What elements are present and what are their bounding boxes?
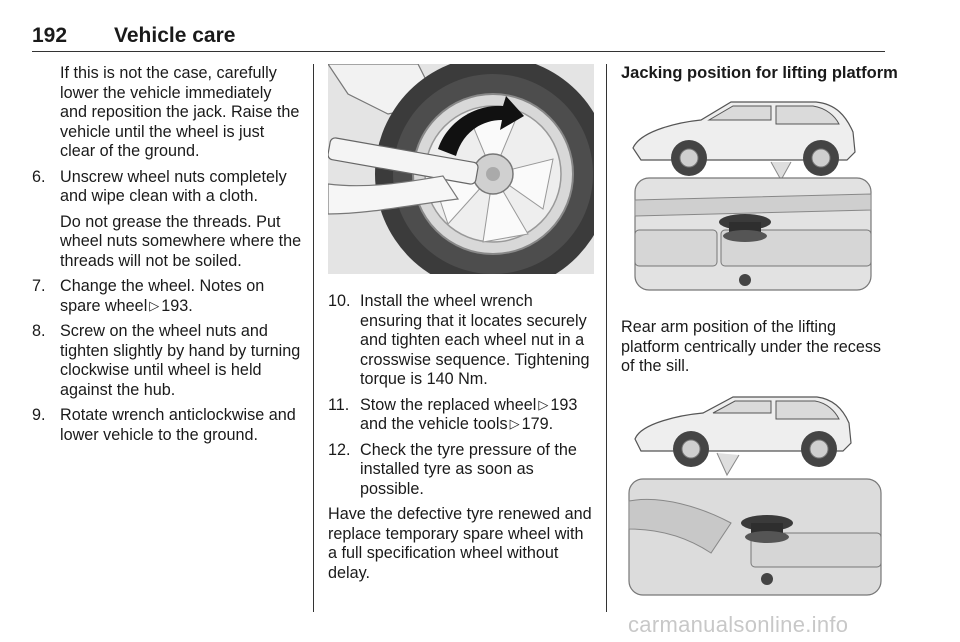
lifting-platform-illustration-rear <box>621 383 887 598</box>
step-text-part: Change the wheel. Notes on spare wheel <box>60 277 265 315</box>
step-number: 11. <box>328 395 350 414</box>
step-text <box>60 277 302 316</box>
section-heading: Jacking position for lifting platform <box>621 64 898 82</box>
cross-reference-link[interactable]: 193. <box>161 296 193 315</box>
column-divider <box>313 64 314 612</box>
page-number: 192 <box>32 24 68 47</box>
step-text: Rotate wrench anticlockwise and lower vehicle to the ground. <box>60 406 296 444</box>
cross-reference-icon: ▷ <box>509 416 520 431</box>
step-number: 6. <box>32 167 46 186</box>
step-text: Screw on the wheel nuts and tighten slightly by hand by turning clockwise until wheel is held against the hub. <box>60 322 301 399</box>
cross-reference-link[interactable]: 193 <box>550 395 578 414</box>
step-11 <box>328 396 594 435</box>
cross-reference-icon: ▷ <box>149 297 160 313</box>
cross-reference-link[interactable]: 179. <box>521 415 554 433</box>
step-text: Check the tyre pressure of the installed tyre as soon as possible. <box>360 440 577 498</box>
cross-reference-icon: ▷ <box>538 396 549 412</box>
step-number: 7. <box>32 277 46 295</box>
column-divider <box>606 64 607 612</box>
step-number: 9. <box>32 406 46 424</box>
column-3 <box>621 64 898 603</box>
figure-caption: Rear arm position of the lifting platform centrically under the recess of the sill. <box>621 318 882 375</box>
step-text-part: and the vehicle tools <box>360 415 508 433</box>
step-text: Install the wheel wrench ensuring that it locates securely and tighten each wheel nut in a crosswise sequence. Tightening torque is 140 Nm. <box>360 292 590 388</box>
step-number: 8. <box>32 322 46 340</box>
step-6-note: Do not grease the threads. Put wheel nuts somewhere where the threads will not be soiled. <box>60 212 302 270</box>
step-number: 12. <box>328 440 351 459</box>
step-8 <box>32 322 302 400</box>
wheel-wrench-illustration <box>328 64 594 274</box>
lifting-platform-illustration-front <box>621 90 887 295</box>
page-header <box>32 20 885 52</box>
step-number: 10. <box>328 292 351 310</box>
chapter-title: Vehicle care <box>114 24 236 47</box>
step-9 <box>32 406 302 445</box>
step-10 <box>328 292 594 390</box>
column-2 <box>328 64 594 589</box>
step-text <box>360 396 594 435</box>
step-7 <box>32 277 302 316</box>
step-12 <box>328 441 594 500</box>
step-text-part: Stow the replaced wheel <box>360 395 537 414</box>
column-1 <box>32 64 302 451</box>
watermark: carmanualsonline.info <box>628 612 849 637</box>
closing-paragraph: Have the defective tyre renewed and replace temporary spare wheel with a full specification wheel without delay. <box>328 505 592 582</box>
step-6 <box>32 168 302 207</box>
step-text: Unscrew wheel nuts completely and wipe clean with a cloth. <box>60 167 287 205</box>
intro-paragraph: If this is not the case, carefully lower the vehicle immediately and reposition the jack. Raise the vehicle until the wheel is just clear of the ground. <box>60 64 300 160</box>
